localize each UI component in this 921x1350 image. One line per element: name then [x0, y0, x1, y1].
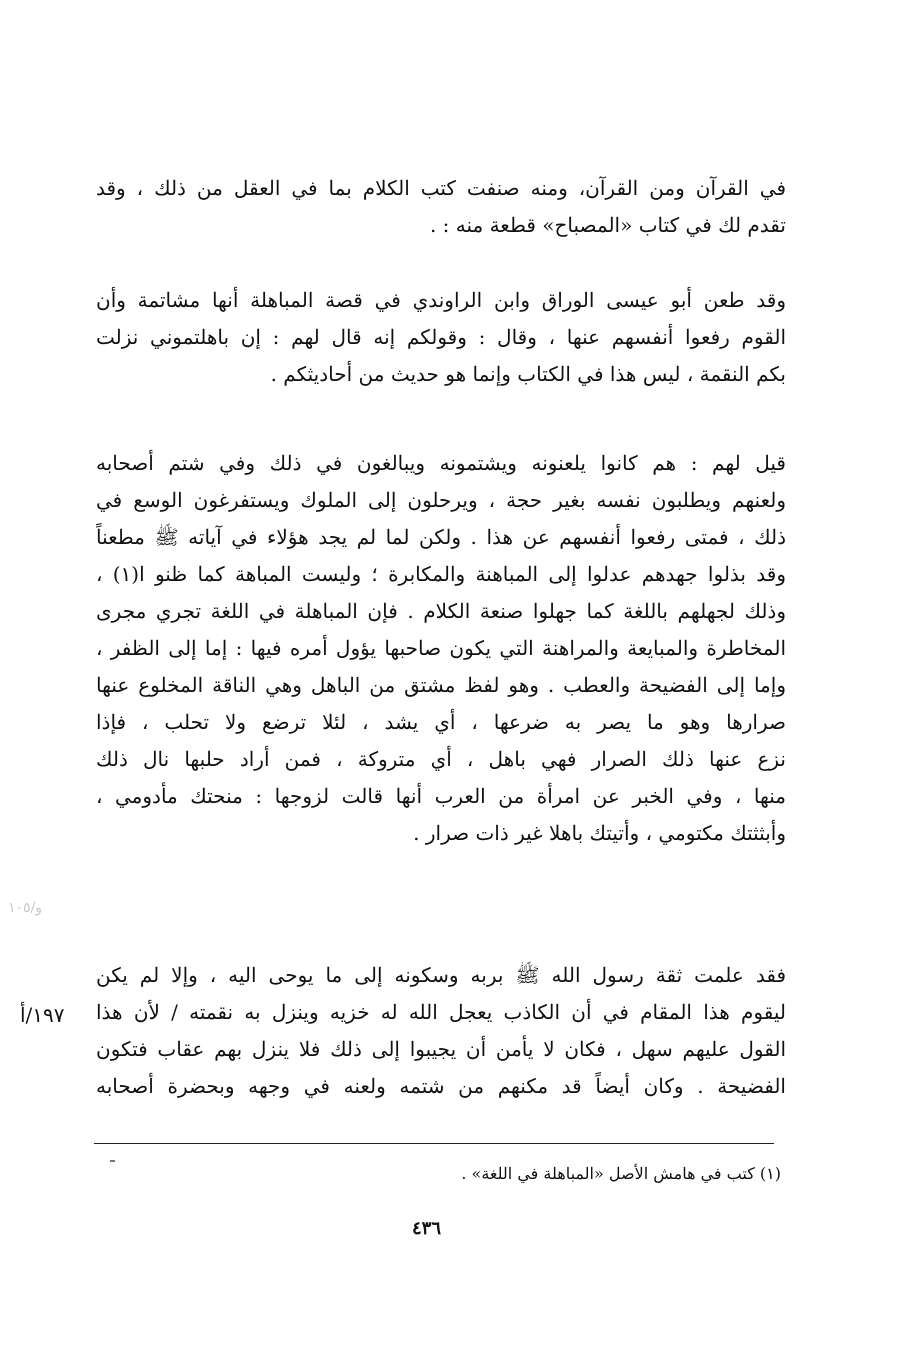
text-line: قيل لهم : هم كانوا يلعنونه ويشتمونه ويبالغون في ذلك وفي شتم أصحابه [96, 451, 786, 475]
footnote-divider [94, 1143, 774, 1144]
text-line: الفضيحة . وكان أيضاً قد مكنهم من شتمه ولعنه في وجهه وبحضرة أصحابه [96, 1074, 786, 1098]
text-line: منها ، وفي الخبر عن امرأة من العرب أنها قالت لزوجها : منحتك مأدومي ، [96, 784, 786, 808]
paragraph-2 [96, 282, 786, 393]
text-line: المخاطرة والمبايعة والمراهنة التي يكون صاحبها يؤول أمره فيها : إما إلى الظفر ، [96, 636, 786, 660]
paragraph-3 [96, 445, 786, 852]
text-line: تقدم لك في كتاب «المصباح» قطعة منه : . [429, 213, 786, 237]
margin-faded-note: و/١٠٥ [8, 900, 43, 916]
text-line: القوم رفعوا أنفسهم عنها ، وقال : وقولكم إنه قال لهم : إن باهلتموني نزلت [96, 325, 786, 349]
text-line: وقد بذلوا جهدهم عدلوا إلى المباهنة والمكابرة ؛ وليست المباهة كما ظنو ا(١) ، [96, 562, 786, 586]
footnote: (١) كتب في هامش الأصل «المباهلة في اللغة» . [461, 1164, 781, 1183]
text-line: وإما إلى الفضيحة والعطب . وهو لفظ مشتق من الباهل وهي الناقة المخلوع عنها [96, 673, 786, 697]
text-line: نزع عنها ذلك الصرار فهي باهل ، أي متروكة ، فمن أراد حلبها نال ذلك [96, 747, 786, 771]
print-speck [110, 1160, 115, 1162]
page-number: ٤٣٦ [412, 1218, 442, 1239]
text-line: بكم النقمة ، ليس هذا في الكتاب وإنما هو حديث من أحاديثكم . [270, 362, 786, 386]
paragraph-1 [96, 170, 786, 244]
text-line: في القرآن ومن القرآن، ومنه صنفت كتب الكلام بما في العقل من ذلك ، وقد [96, 176, 786, 200]
text-line: القول عليهم سهل ، فكان لا يأمن أن يجيبوا إلى ذلك فلا ينزل بهم عقاب فتكون [96, 1037, 786, 1061]
text-line: ذلك ، فمتى رفعوا أنفسهم عن هذا . ولكن لما لم يجد هؤلاء في آياته ﷺ مطعناً [96, 525, 786, 549]
text-line: وقد طعن أبو عيسى الوراق وابن الراوندي في قصة المباهلة أنها مشاتمة وأن [96, 288, 786, 312]
text-line: صرارها وهو ما يصر به ضرعها ، أي يشد ، لئلا ترضع ولا تحلب ، فإذا [96, 710, 786, 734]
text-line: ولعنهم ويطلبون نفسه بغير حجة ، ويرحلون إلى الملوك ويستفرغون الوسع في [96, 488, 786, 512]
text-line: وذلك لجهلهم باللغة كما جهلوا صنعة الكلام . فإن المباهلة في اللغة تجري مجرى [96, 599, 786, 623]
text-line: وأبثثتك مكتومي ، وأتيتك باهلا غير ذات صرار . [413, 821, 786, 845]
margin-folio-reference: ١٩٧/أ [20, 1003, 65, 1027]
paragraph-4 [96, 957, 786, 1105]
text-line: ليقوم هذا المقام في أن الكاذب يعجل الله له خزيه وينزل به نقمته / لأن هذا [96, 1000, 786, 1024]
text-line: فقد علمت ثقة رسول الله ﷺ بربه وسكونه إلى ما يوحى اليه ، وإلا لم يكن [96, 963, 786, 987]
